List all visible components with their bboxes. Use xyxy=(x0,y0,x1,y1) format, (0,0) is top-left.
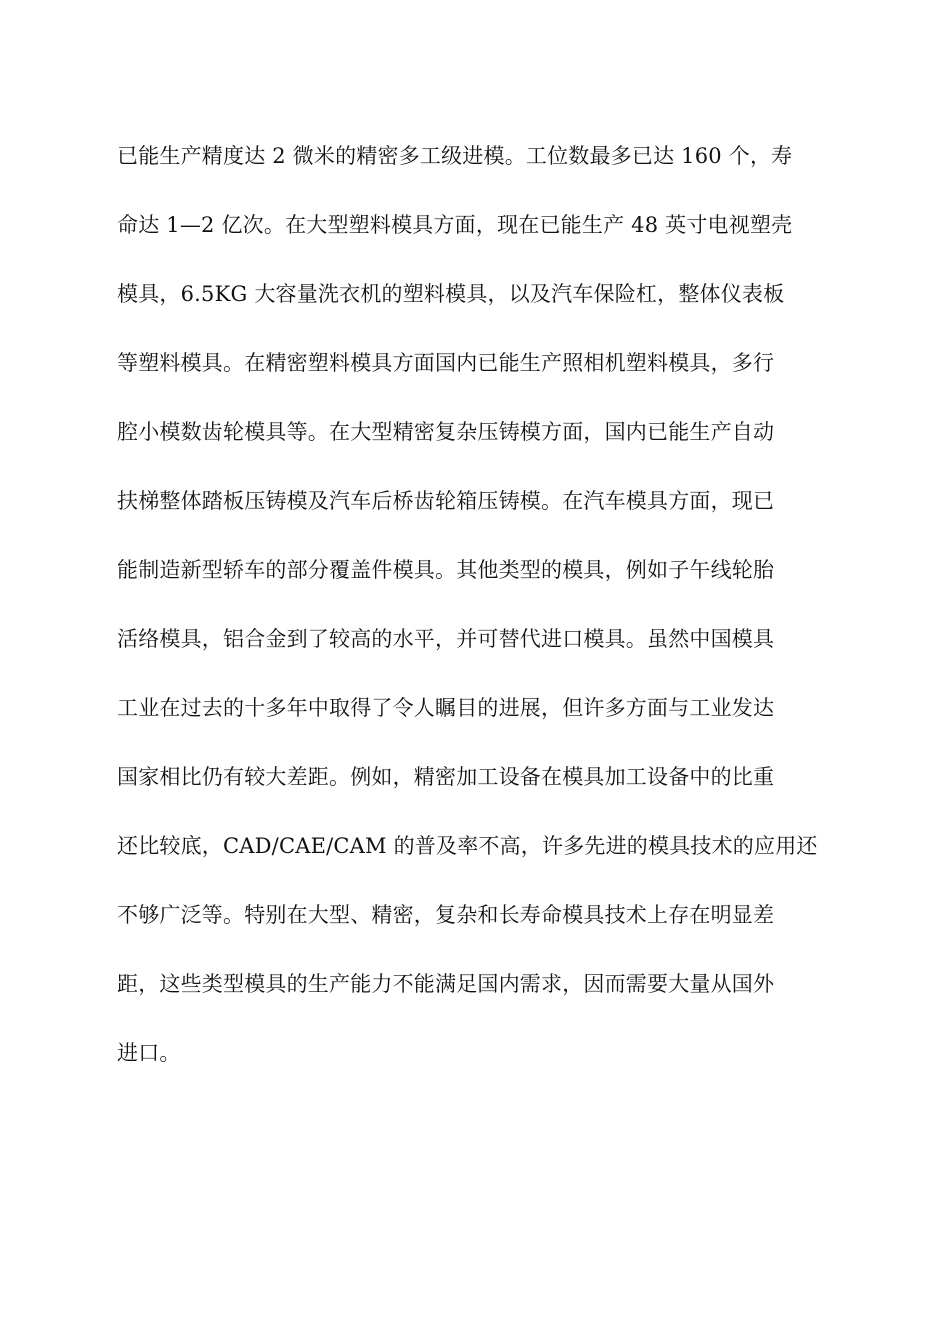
text-line: 模具，6.5KG 大容量洗衣机的塑料模具，以及汽车保险杠，整体仪表板 xyxy=(117,282,785,306)
text-line: 进口。 xyxy=(117,1041,181,1065)
text-line: 能制造新型轿车的部分覆盖件模具。其他类型的模具，例如子午线轮胎 xyxy=(117,558,775,582)
body-paragraph xyxy=(117,131,817,1097)
text-line: 扶梯整体踏板压铸模及汽车后桥齿轮箱压铸模。在汽车模具方面，现已 xyxy=(117,489,775,513)
text-line: 已能生产精度达 2 微米的精密多工级进模。工位数最多已达 160 个，寿 xyxy=(117,144,793,168)
text-line: 等塑料模具。在精密塑料模具方面国内已能生产照相机塑料模具，多行 xyxy=(117,351,775,375)
text-line: 不够广泛等。特别在大型、精密，复杂和长寿命模具技术上存在明显差 xyxy=(117,903,775,927)
text-line: 工业在过去的十多年中取得了令人瞩目的进展，但许多方面与工业发达 xyxy=(117,696,775,720)
text-line: 还比较底，CAD/CAE/CAM 的普及率不高，许多先进的模具技术的应用还 xyxy=(117,834,818,858)
text-line: 国家相比仍有较大差距。例如，精密加工设备在模具加工设备中的比重 xyxy=(117,765,775,789)
text-line: 腔小模数齿轮模具等。在大型精密复杂压铸模方面，国内已能生产自动 xyxy=(117,420,775,444)
text-line: 命达 1—2 亿次。在大型塑料模具方面，现在已能生产 48 英寸电视塑壳 xyxy=(117,213,793,237)
text-line: 距，这些类型模具的生产能力不能满足国内需求，因而需要大量从国外 xyxy=(117,972,775,996)
text-line: 活络模具，铝合金到了较高的水平，并可替代进口模具。虽然中国模具 xyxy=(117,627,775,651)
